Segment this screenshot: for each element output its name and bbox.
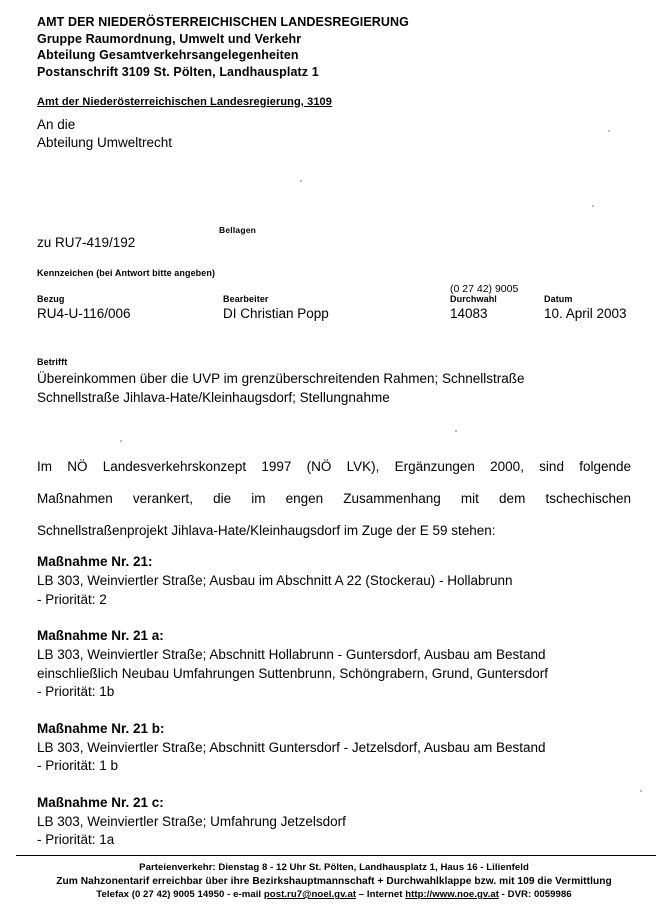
letterhead-line-1: AMT DER NIEDERÖSTERREICHISCHEN LANDESREGIERUNG bbox=[37, 15, 409, 29]
footer bbox=[0, 861, 668, 902]
sender-return-address: Amt der Niederösterreichischen Landesregierung, 3109 bbox=[37, 96, 332, 108]
bellagen-label: Bellagen bbox=[219, 225, 257, 235]
measure-line: LB 303, Weinviertler Straße; Umfahrung Jetzelsdorf bbox=[37, 813, 346, 829]
measure-line: - Priorität: 2 bbox=[37, 591, 107, 607]
field-row bbox=[37, 283, 637, 333]
field-durchwahl-value: 14083 bbox=[450, 306, 488, 321]
footer-line-2: Zum Nahzonentarif erreichbar über ihre Bezirkshauptmannschaft + Durchwahlklappe bzw. mit 109 die Vermittlung bbox=[56, 875, 612, 887]
measure-line: - Priorität: 1a bbox=[37, 832, 115, 847]
footer-dvr-text: - DVR: 0059986 bbox=[498, 889, 572, 900]
field-bezug bbox=[37, 294, 131, 321]
phone-prefix: (0 27 42) 9005 bbox=[450, 283, 519, 295]
letterhead bbox=[37, 14, 637, 80]
field-datum-value: 10. April 2003 bbox=[544, 306, 627, 321]
subject-block bbox=[37, 369, 637, 407]
measure-title: Maßnahme Nr. 21 c: bbox=[37, 794, 164, 810]
measures-list bbox=[37, 552, 637, 867]
body-line-1: Im NÖ Landesverkehrskonzept 1997 (NÖ LVK), Ergänzungen 2000, sind folgende bbox=[37, 459, 631, 474]
measure-line: - Priorität: 1b bbox=[37, 684, 115, 699]
measure-title: Maßnahme Nr. 21: bbox=[37, 554, 153, 569]
footer-email-link[interactable]: post.ru7@noel.gv.at bbox=[263, 889, 357, 900]
body-line-2: Maßnahmen verankert, die im engen Zusammenhang mit dem tschechischen bbox=[37, 491, 631, 506]
recipient-block bbox=[37, 116, 172, 152]
subject-line-1: Übereinkommen über die UVP im grenzüberschreitenden Rahmen; Schnellstraße bbox=[37, 371, 525, 386]
scan-speckle bbox=[300, 180, 302, 182]
scan-speckle bbox=[455, 430, 457, 432]
scan-speckle bbox=[120, 440, 122, 442]
scan-speckle bbox=[592, 205, 594, 207]
recipient-line-2: Abteilung Umweltrecht bbox=[37, 135, 173, 150]
measure-line: LB 303, Weinviertler Straße; Abschnitt Hollabrunn - Guntersdorf, Ausbau am Bestand bbox=[37, 647, 546, 662]
measure-line: LB 303, Weinviertler Straße; Abschnitt Guntersdorf - Jetzelsdorf, Ausbau am Bestand bbox=[37, 739, 546, 755]
footer-line-3 bbox=[0, 888, 668, 902]
footer-fax-text: Telefax (0 27 42) 9005 14950 - e-mail bbox=[96, 889, 264, 900]
field-bearbeiter bbox=[223, 294, 329, 321]
measure-item bbox=[37, 552, 637, 609]
field-durchwahl-label: Durchwahl bbox=[450, 294, 497, 304]
letterhead-line-4: Postanschrift 3109 St. Pölten, Landhausplatz 1 bbox=[37, 64, 319, 79]
letterhead-line-3: Abteilung Gesamtverkehrsangelegenheiten bbox=[37, 48, 299, 62]
footer-divider bbox=[16, 855, 656, 856]
field-datum-label: Datum bbox=[544, 294, 573, 304]
betrifft-label: Betrifft bbox=[37, 357, 68, 367]
footer-website-link[interactable]: http://www.noe.gv.at bbox=[405, 889, 499, 900]
body-paragraph bbox=[37, 451, 631, 547]
measure-title: Maßnahme Nr. 21 b: bbox=[37, 720, 165, 736]
subject-line-2: Schnellstraße Jihlava-Hate/Kleinhaugsdorf; Stellungnahme bbox=[37, 390, 390, 405]
field-bezug-value: RU4-U-116/006 bbox=[37, 306, 131, 321]
recipient-line-1: An die bbox=[37, 117, 76, 132]
measure-line: - Priorität: 1 b bbox=[37, 758, 119, 773]
field-bearbeiter-label: Bearbeiter bbox=[223, 294, 269, 304]
kennzeichen-label: Kennzeichen (bei Antwort bitte angeben) bbox=[37, 268, 216, 278]
measure-title: Maßnahme Nr. 21 a: bbox=[37, 628, 164, 643]
body-line-3: Schnellstraßenprojekt Jihlava-Hate/Kleinhaugsdorf im Zuge der E 59 stehen: bbox=[37, 523, 496, 538]
measure-item bbox=[37, 626, 637, 702]
footer-internet-text: – Internet bbox=[356, 889, 406, 900]
field-bearbeiter-value: DI Christian Popp bbox=[223, 306, 329, 321]
measure-line: einschließlich Neubau Umfahrungen Suttenbrunn, Schöngrabern, Grund, Guntersdorf bbox=[37, 665, 549, 681]
measure-item bbox=[37, 719, 637, 776]
reference-number: zu RU7-419/192 bbox=[37, 235, 136, 250]
field-datum bbox=[544, 294, 627, 321]
measure-line: LB 303, Weinviertler Straße; Ausbau im Abschnitt A 22 (Stockerau) - Hollabrunn bbox=[37, 573, 513, 588]
measure-item bbox=[37, 793, 637, 850]
field-bezug-label: Bezug bbox=[37, 294, 65, 304]
scan-speckle bbox=[640, 790, 642, 792]
letterhead-line-2: Gruppe Raumordnung, Umwelt und Verkehr bbox=[37, 31, 302, 46]
field-durchwahl bbox=[450, 283, 497, 321]
footer-line-1: Parteienverkehr: Dienstag 8 - 12 Uhr St. Pölten, Landhausplatz 1, Haus 16 - Lilienfeld bbox=[139, 862, 529, 873]
scan-speckle bbox=[608, 130, 610, 132]
